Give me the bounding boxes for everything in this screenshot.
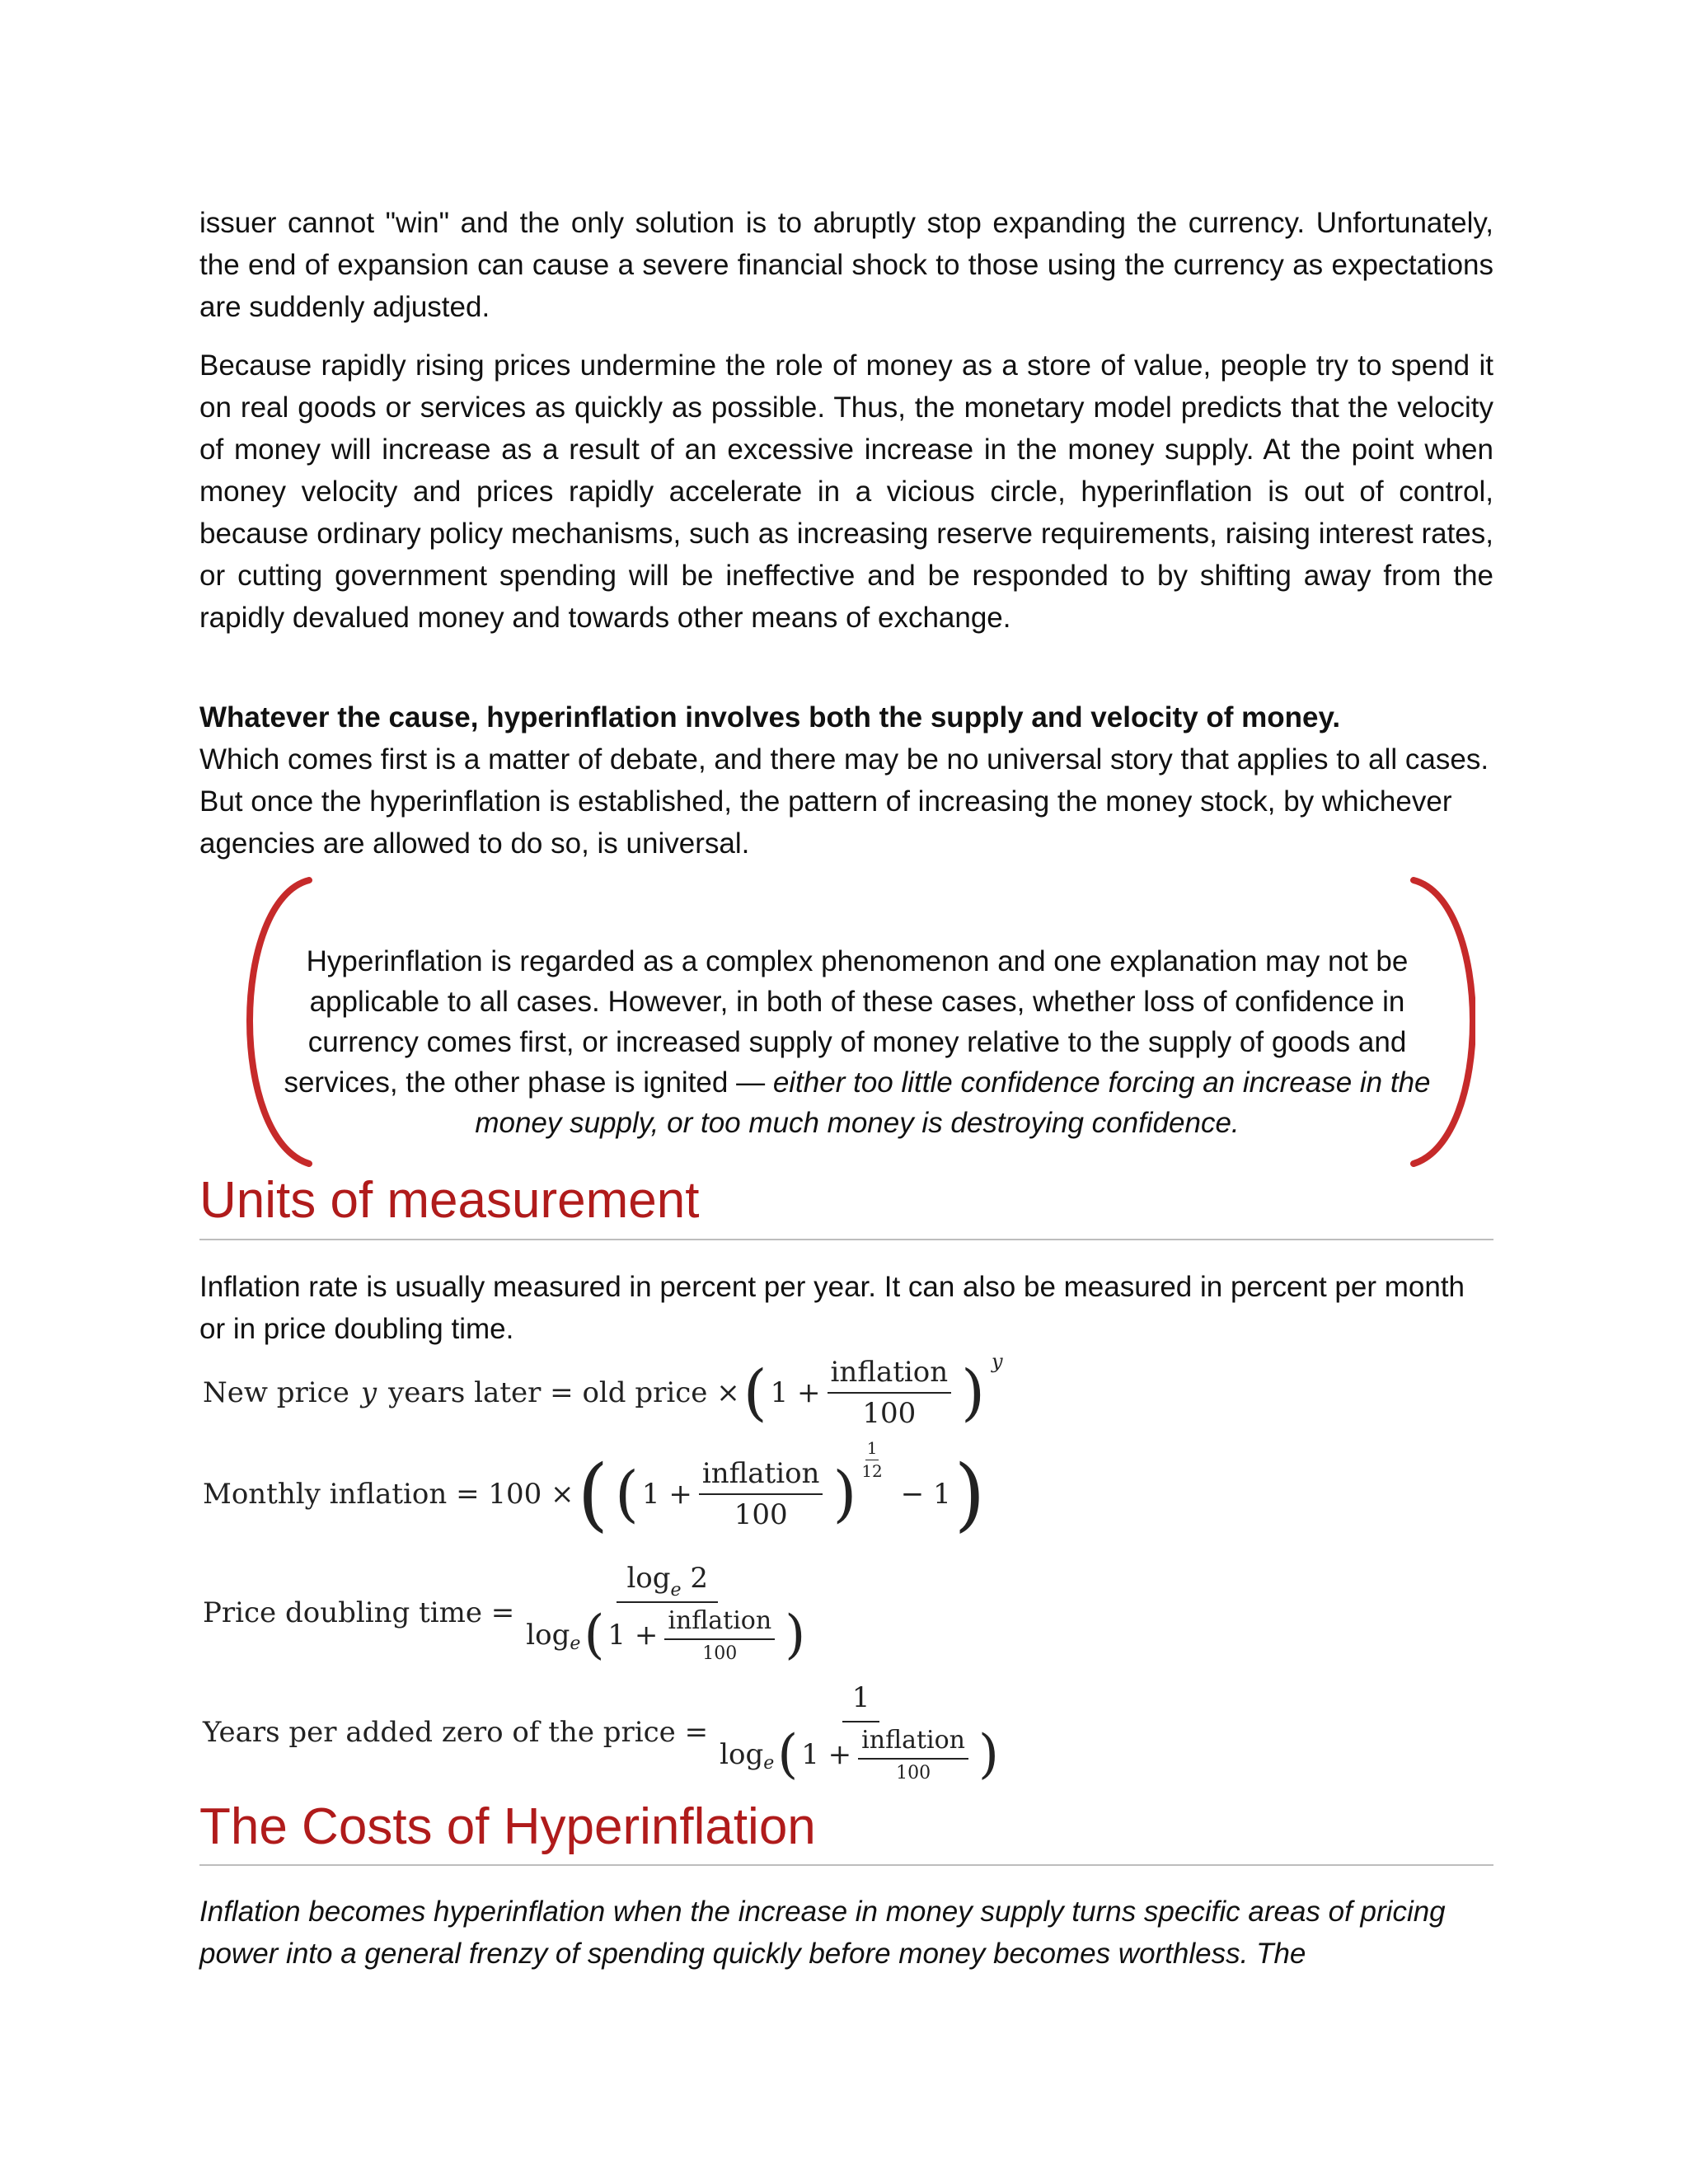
one-plus: 1 +: [801, 1738, 852, 1771]
one-plus: 1 +: [607, 1619, 659, 1652]
paragraph-issuer: issuer cannot "win" and the only solution is to abruptly stop expanding the currency. Unfortunately, the end of expansion can cause a severe financial shock to those using the currency as expectations are suddenly adjusted.: [199, 207, 1493, 323]
paragraph-bold-lead: Whatever the cause, hyperinflation involves both the supply and velocity of money.: [199, 701, 1341, 733]
open-paren: (: [615, 1459, 639, 1530]
one-plus: 1 +: [641, 1478, 692, 1511]
formula-lhs-rest: years later = old price ×: [388, 1376, 740, 1409]
log-label: log: [626, 1562, 671, 1595]
paragraph-body: Which comes first is a matter of debate, and there may be no universal story that applies to all cases. But once the hyperinflation is established, the pattern of increasing the money stock, by whichever agencies are allowed to do so, is universal.: [199, 743, 1489, 860]
callout-quote: [239, 875, 1475, 1172]
section-title-costs: The Costs of Hyperinflation: [199, 1798, 816, 1855]
log-label: log: [526, 1619, 570, 1652]
formula-lhs: Price doubling time =: [203, 1596, 515, 1629]
formula-new-price: [203, 1350, 1003, 1430]
open-paren: (: [743, 1357, 767, 1428]
formula-lhs: Years per added zero of the price =: [203, 1716, 709, 1749]
one-plus: 1 +: [770, 1376, 821, 1409]
open-paren: (: [777, 1724, 799, 1785]
fraction-inflation: [858, 1726, 968, 1783]
close-paren: ): [961, 1357, 986, 1428]
section-rule: [199, 1864, 1493, 1866]
fraction-inflation: [664, 1606, 775, 1664]
denominator: 100: [702, 1643, 738, 1664]
callout-italic: either too little confidence forcing an increase in the money supply, or too much money is destroying confidence.: [475, 1066, 1431, 1139]
denominator: [720, 1722, 1002, 1783]
exponent-numerator: 1: [865, 1438, 879, 1460]
log-base: e: [670, 1580, 682, 1601]
fraction-inflation: [828, 1356, 952, 1430]
denominator: 100: [862, 1397, 917, 1430]
minus-one: − 1: [900, 1478, 951, 1511]
numerator: inflation: [664, 1606, 775, 1640]
callout-dash: —: [736, 1066, 766, 1099]
units-intro: Inflation rate is usually measured in percent per year. It can also be measured in percent per month or in price doubling time.: [199, 1271, 1465, 1345]
exponent-fraction: [861, 1438, 882, 1481]
formula-var: y: [360, 1376, 377, 1409]
denominator: 100: [734, 1498, 788, 1531]
fraction-inflation: [699, 1457, 823, 1531]
log-base: e: [570, 1633, 581, 1654]
fraction-doubling: [526, 1562, 809, 1664]
paragraph-supply-velocity: [199, 696, 1493, 865]
denominator: [526, 1603, 809, 1664]
open-paren-outer: (: [577, 1448, 609, 1540]
formula-doubling-time: [203, 1562, 815, 1664]
exponent: y: [992, 1350, 1003, 1373]
denominator: 100: [896, 1763, 931, 1783]
section-rule: [199, 1239, 1493, 1240]
formula-lhs: New price: [203, 1376, 349, 1409]
open-paren: (: [584, 1605, 605, 1666]
formula-lhs: Monthly inflation = 100 ×: [203, 1478, 574, 1511]
section-title-units: Units of measurement: [199, 1172, 700, 1229]
log-label: log: [720, 1738, 764, 1771]
exponent-denominator: 12: [861, 1461, 883, 1481]
close-paren: ): [785, 1605, 806, 1666]
numerator: [617, 1562, 718, 1603]
close-paren: ): [978, 1724, 999, 1785]
log-base: e: [763, 1752, 775, 1774]
paragraph-velocity: Because rapidly rising prices undermine the role of money as a store of value, people try to spend it on real goods or services as quickly as possible. Thus, the monetary model predicts that the velocity of money will increase as a result of an excessive increase in the money supply. At the point when money velocity and prices rapidly accelerate in a vicious circle, hyperinflation is out of control, because ordinary policy mechanisms, such as increasing reserve requirements, raising interest rates, or cutting government spending will be ineffective and be responded to by shifting away from the rapidly devalued money and towards other means of exchange.: [199, 349, 1493, 634]
close-paren-outer: ): [954, 1448, 986, 1540]
numerator: 1: [842, 1681, 880, 1722]
costs-intro: Inflation becomes hyperinflation when the increase in money supply turns specific areas of pricing power into a general frenzy of spending quickly before money becomes worthless. The: [199, 1896, 1446, 1970]
numerator: inflation: [699, 1457, 823, 1495]
numerator: inflation: [858, 1726, 968, 1760]
numerator: inflation: [828, 1356, 952, 1394]
callout-body: Hyperinflation is regarded as a complex phenomenon and one explanation may not be applicable to all cases. However, in both of these cases, whether loss of confidence in currency comes first, or increased supply of money relative to the supply of goods and services, the other phase is ignited: [284, 945, 1409, 1099]
callout-text: [280, 941, 1434, 1143]
close-paren: ): [832, 1459, 857, 1530]
log-arg: 2: [690, 1562, 709, 1595]
fraction-years: [720, 1681, 1002, 1783]
formula-monthly-inflation: [203, 1438, 988, 1540]
formula-years-per-zero: [203, 1681, 1009, 1783]
